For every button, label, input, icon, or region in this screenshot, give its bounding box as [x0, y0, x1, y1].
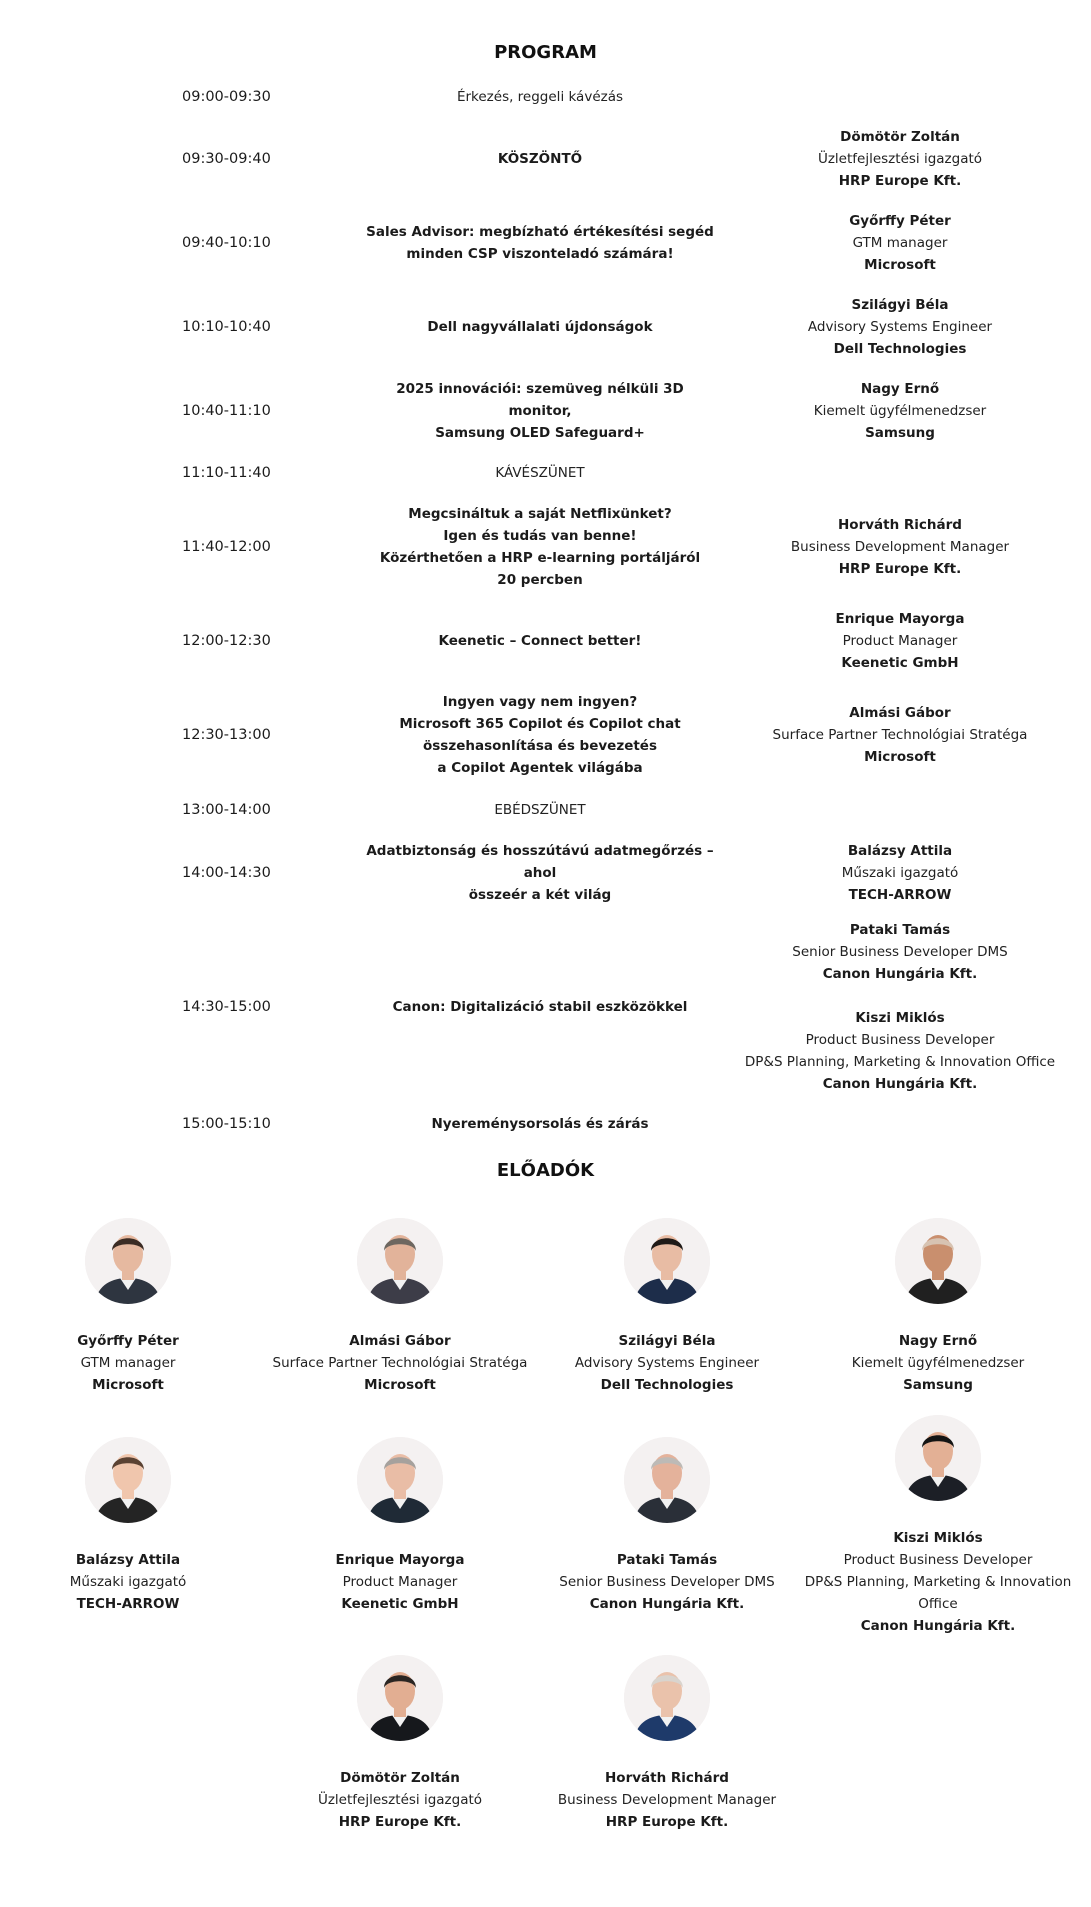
- speaker-card: [798, 1415, 1078, 1637]
- person-photo-icon: [624, 1437, 710, 1523]
- speaker-card-role: Senior Business Developer DMS: [559, 1574, 775, 1590]
- program-row: [0, 458, 1091, 488]
- program-row: [0, 207, 1091, 279]
- speaker-card: [527, 1437, 807, 1615]
- session-time: 10:10-10:40: [182, 319, 271, 335]
- session-speaker: [740, 126, 1060, 192]
- speaker-role: GTM manager: [852, 235, 948, 251]
- speaker-role: Üzletfejlesztési igazgató: [817, 151, 983, 167]
- session-speaker: [740, 210, 1060, 276]
- speaker-card-company: Microsoft: [92, 1377, 164, 1393]
- program-row: [0, 795, 1091, 825]
- speaker-card-role: Office: [918, 1596, 958, 1612]
- program-row: [0, 291, 1091, 363]
- speaker-card-role: GTM manager: [80, 1355, 176, 1371]
- program-row: [0, 912, 1091, 1102]
- program-row: [0, 837, 1091, 909]
- session-speakers: [740, 294, 1060, 360]
- speaker-company: HRP Europe Kft.: [838, 173, 962, 189]
- session-topic: [365, 148, 715, 170]
- person-photo-icon: [357, 1655, 443, 1741]
- program-row: [0, 1109, 1091, 1139]
- session-topic-line: Canon: Digitalizáció stabil eszközökkel: [392, 999, 688, 1015]
- speaker-name: Enrique Mayorga: [835, 611, 965, 627]
- session-speakers: [740, 702, 1060, 768]
- session-topic-line: Megcsináltuk a saját Netflixünket?: [408, 506, 672, 522]
- session-time: 15:00-15:10: [182, 1116, 271, 1132]
- session-topic-line: Érkezés, reggeli kávézás: [456, 89, 624, 105]
- program-row: [0, 375, 1091, 447]
- speaker-name: Kiszi Miklós: [855, 1010, 945, 1026]
- session-speakers: [740, 919, 1060, 1095]
- speaker-role: Product Business Developer: [805, 1032, 995, 1048]
- speaker-card: [798, 1218, 1078, 1396]
- speaker-name: Nagy Ernő: [860, 381, 940, 397]
- speaker-name: Pataki Tamás: [849, 922, 951, 938]
- session-speakers: [740, 210, 1060, 276]
- speaker-card-name: Pataki Tamás: [616, 1552, 718, 1568]
- speaker-card: [260, 1655, 540, 1833]
- session-speakers: [740, 608, 1060, 674]
- session-speakers: [740, 514, 1060, 580]
- speaker-company: HRP Europe Kft.: [838, 561, 962, 577]
- speaker-name: Szilágyi Béla: [851, 297, 949, 313]
- program-row: [0, 605, 1091, 677]
- session-topic: [365, 630, 715, 652]
- speaker-card: [527, 1655, 807, 1833]
- speaker-card-name: Balázsy Attila: [75, 1552, 181, 1568]
- session-topic: [365, 86, 715, 108]
- speaker-role: Műszaki igazgató: [841, 865, 959, 881]
- speaker-role: Kiemelt ügyfélmenedzser: [813, 403, 987, 419]
- speaker-card-name: Szilágyi Béla: [618, 1333, 716, 1349]
- speaker-card-role: Advisory Systems Engineer: [574, 1355, 760, 1371]
- speaker-card-company: HRP Europe Kft.: [605, 1814, 729, 1830]
- speaker-card-role: Üzletfejlesztési igazgató: [317, 1792, 483, 1808]
- person-photo-icon: [624, 1655, 710, 1741]
- session-topic-line: Ingyen vagy nem ingyen?: [442, 694, 638, 710]
- speaker-name: Almási Gábor: [849, 705, 951, 721]
- speaker-card-company: HRP Europe Kft.: [338, 1814, 462, 1830]
- speaker-card-company: TECH-ARROW: [76, 1596, 180, 1612]
- session-time: 09:30-09:40: [182, 151, 271, 167]
- session-topic-line: a Copilot Agentek világába: [437, 760, 643, 776]
- speaker-company: Canon Hungária Kft.: [822, 1076, 978, 1092]
- speaker-role: Surface Partner Technológiai Stratéga: [772, 727, 1028, 743]
- speaker-card: [260, 1437, 540, 1615]
- session-time: 09:00-09:30: [182, 89, 271, 105]
- session-time: 11:10-11:40: [182, 465, 271, 481]
- speakers-title: ELŐADÓK: [496, 1160, 595, 1181]
- session-topic-line: Dell nagyvállalati újdonságok: [427, 319, 653, 335]
- session-topic-line: Keenetic – Connect better!: [438, 633, 642, 649]
- session-topic: [365, 799, 715, 821]
- speaker-card-company: Samsung: [903, 1377, 973, 1393]
- speaker-card-company: Dell Technologies: [600, 1377, 734, 1393]
- session-speakers: [740, 378, 1060, 444]
- speaker-card-role: Műszaki igazgató: [69, 1574, 187, 1590]
- speaker-card: [0, 1437, 268, 1615]
- session-topic: [365, 1113, 715, 1135]
- speaker-role: Business Development Manager: [790, 539, 1010, 555]
- speaker-role: Advisory Systems Engineer: [807, 319, 993, 335]
- session-topic-line: KÁVÉSZÜNET: [495, 465, 585, 481]
- person-photo-icon: [85, 1218, 171, 1304]
- program-row: [0, 685, 1091, 785]
- speaker-card-name: Kiszi Miklós: [893, 1530, 983, 1546]
- speaker-company: Keenetic GmbH: [841, 655, 959, 671]
- speaker-card-role: Kiemelt ügyfélmenedzser: [851, 1355, 1025, 1371]
- session-topic-line: Nyereménysorsolás és zárás: [431, 1116, 649, 1132]
- speaker-card-name: Győrffy Péter: [77, 1333, 179, 1349]
- person-photo-icon: [357, 1437, 443, 1523]
- session-topic: [365, 996, 715, 1018]
- speaker-role: DP&S Planning, Marketing & Innovation Office: [744, 1054, 1056, 1070]
- session-topic: [365, 316, 715, 338]
- session-speaker: [740, 840, 1060, 906]
- speaker-role: Senior Business Developer DMS: [792, 944, 1008, 960]
- session-speaker: [740, 378, 1060, 444]
- session-time: 14:30-15:00: [182, 999, 271, 1015]
- speaker-name: Balázsy Attila: [847, 843, 953, 859]
- session-time: 10:40-11:10: [182, 403, 271, 419]
- speaker-card-name: Dömötör Zoltán: [340, 1770, 460, 1786]
- session-topic-line: minden CSP viszonteladó számára!: [406, 246, 674, 262]
- session-topic: [365, 221, 715, 265]
- session-topic-line: 20 percben: [497, 572, 583, 588]
- speaker-card-company: Microsoft: [364, 1377, 436, 1393]
- session-topic-line: Adatbiztonság és hosszútávú adatmegőrzés – ahol: [366, 843, 714, 881]
- speaker-name: Győrffy Péter: [849, 213, 951, 229]
- speaker-card-name: Almási Gábor: [349, 1333, 451, 1349]
- session-time: 13:00-14:00: [182, 802, 271, 818]
- session-time: 12:30-13:00: [182, 727, 271, 743]
- session-topic: [365, 691, 715, 779]
- session-topic: [365, 840, 715, 906]
- speaker-card-company: Canon Hungária Kft.: [860, 1618, 1016, 1634]
- speaker-company: Microsoft: [864, 749, 936, 765]
- session-speakers: [740, 126, 1060, 192]
- speaker-company: Canon Hungária Kft.: [822, 966, 978, 982]
- speaker-card-role: Product Business Developer: [843, 1552, 1033, 1568]
- session-time: 12:00-12:30: [182, 633, 271, 649]
- session-speaker: [740, 608, 1060, 674]
- session-topic-line: Microsoft 365 Copilot és Copilot chat: [399, 716, 681, 732]
- speaker-name: Dömötör Zoltán: [840, 129, 960, 145]
- session-topic-line: Samsung OLED Safeguard+: [435, 425, 645, 441]
- session-time: 14:00-14:30: [182, 865, 271, 881]
- session-topic-line: Közérthetően a HRP e-learning portáljáról: [379, 550, 701, 566]
- session-speaker: [740, 1007, 1060, 1095]
- session-topic: [365, 462, 715, 484]
- session-topic-line: KÖSZÖNTŐ: [497, 151, 583, 167]
- speaker-card: [527, 1218, 807, 1396]
- person-photo-icon: [895, 1218, 981, 1304]
- session-time: 11:40-12:00: [182, 539, 271, 555]
- speaker-card: [0, 1218, 268, 1396]
- speaker-company: TECH-ARROW: [848, 887, 952, 903]
- speaker-card-role: Product Manager: [342, 1574, 458, 1590]
- speaker-card-company: Keenetic GmbH: [341, 1596, 459, 1612]
- speaker-role: Product Manager: [842, 633, 958, 649]
- speaker-card-name: Horváth Richárd: [605, 1770, 729, 1786]
- session-topic-line: Sales Advisor: megbízható értékesítési segéd: [366, 224, 714, 240]
- session-topic-line: összehasonlítása és bevezetés: [423, 738, 657, 754]
- speaker-company: Dell Technologies: [833, 341, 967, 357]
- person-photo-icon: [895, 1415, 981, 1501]
- program-row: [0, 82, 1091, 112]
- session-topic-line: összeér a két világ: [468, 887, 612, 903]
- session-speaker: [740, 702, 1060, 768]
- speaker-company: Samsung: [865, 425, 935, 441]
- speaker-card-company: Canon Hungária Kft.: [589, 1596, 745, 1612]
- program-row: [0, 497, 1091, 597]
- speaker-card-name: Nagy Ernő: [898, 1333, 978, 1349]
- session-time: 09:40-10:10: [182, 235, 271, 251]
- session-topic: [365, 378, 715, 444]
- session-speaker: [740, 919, 1060, 985]
- person-photo-icon: [357, 1218, 443, 1304]
- speaker-name: Horváth Richárd: [838, 517, 962, 533]
- speaker-card-role: DP&S Planning, Marketing & Innovation: [804, 1574, 1072, 1590]
- session-speaker: [740, 514, 1060, 580]
- session-topic-line: Igen és tudás van benne!: [443, 528, 637, 544]
- speaker-card-role: Business Development Manager: [557, 1792, 777, 1808]
- program-title: PROGRAM: [494, 42, 597, 63]
- speaker-card-role: Surface Partner Technológiai Stratéga: [272, 1355, 528, 1371]
- speaker-card: [260, 1218, 540, 1396]
- program-row: [0, 123, 1091, 195]
- session-speaker: [740, 294, 1060, 360]
- session-topic-line: EBÉDSZÜNET: [494, 802, 586, 818]
- session-topic-line: 2025 innovációi: szemüveg nélküli 3D monitor,: [396, 381, 684, 419]
- speaker-company: Microsoft: [864, 257, 936, 273]
- session-topic: [365, 503, 715, 591]
- speaker-card-name: Enrique Mayorga: [335, 1552, 465, 1568]
- person-photo-icon: [624, 1218, 710, 1304]
- session-speakers: [740, 840, 1060, 906]
- person-photo-icon: [85, 1437, 171, 1523]
